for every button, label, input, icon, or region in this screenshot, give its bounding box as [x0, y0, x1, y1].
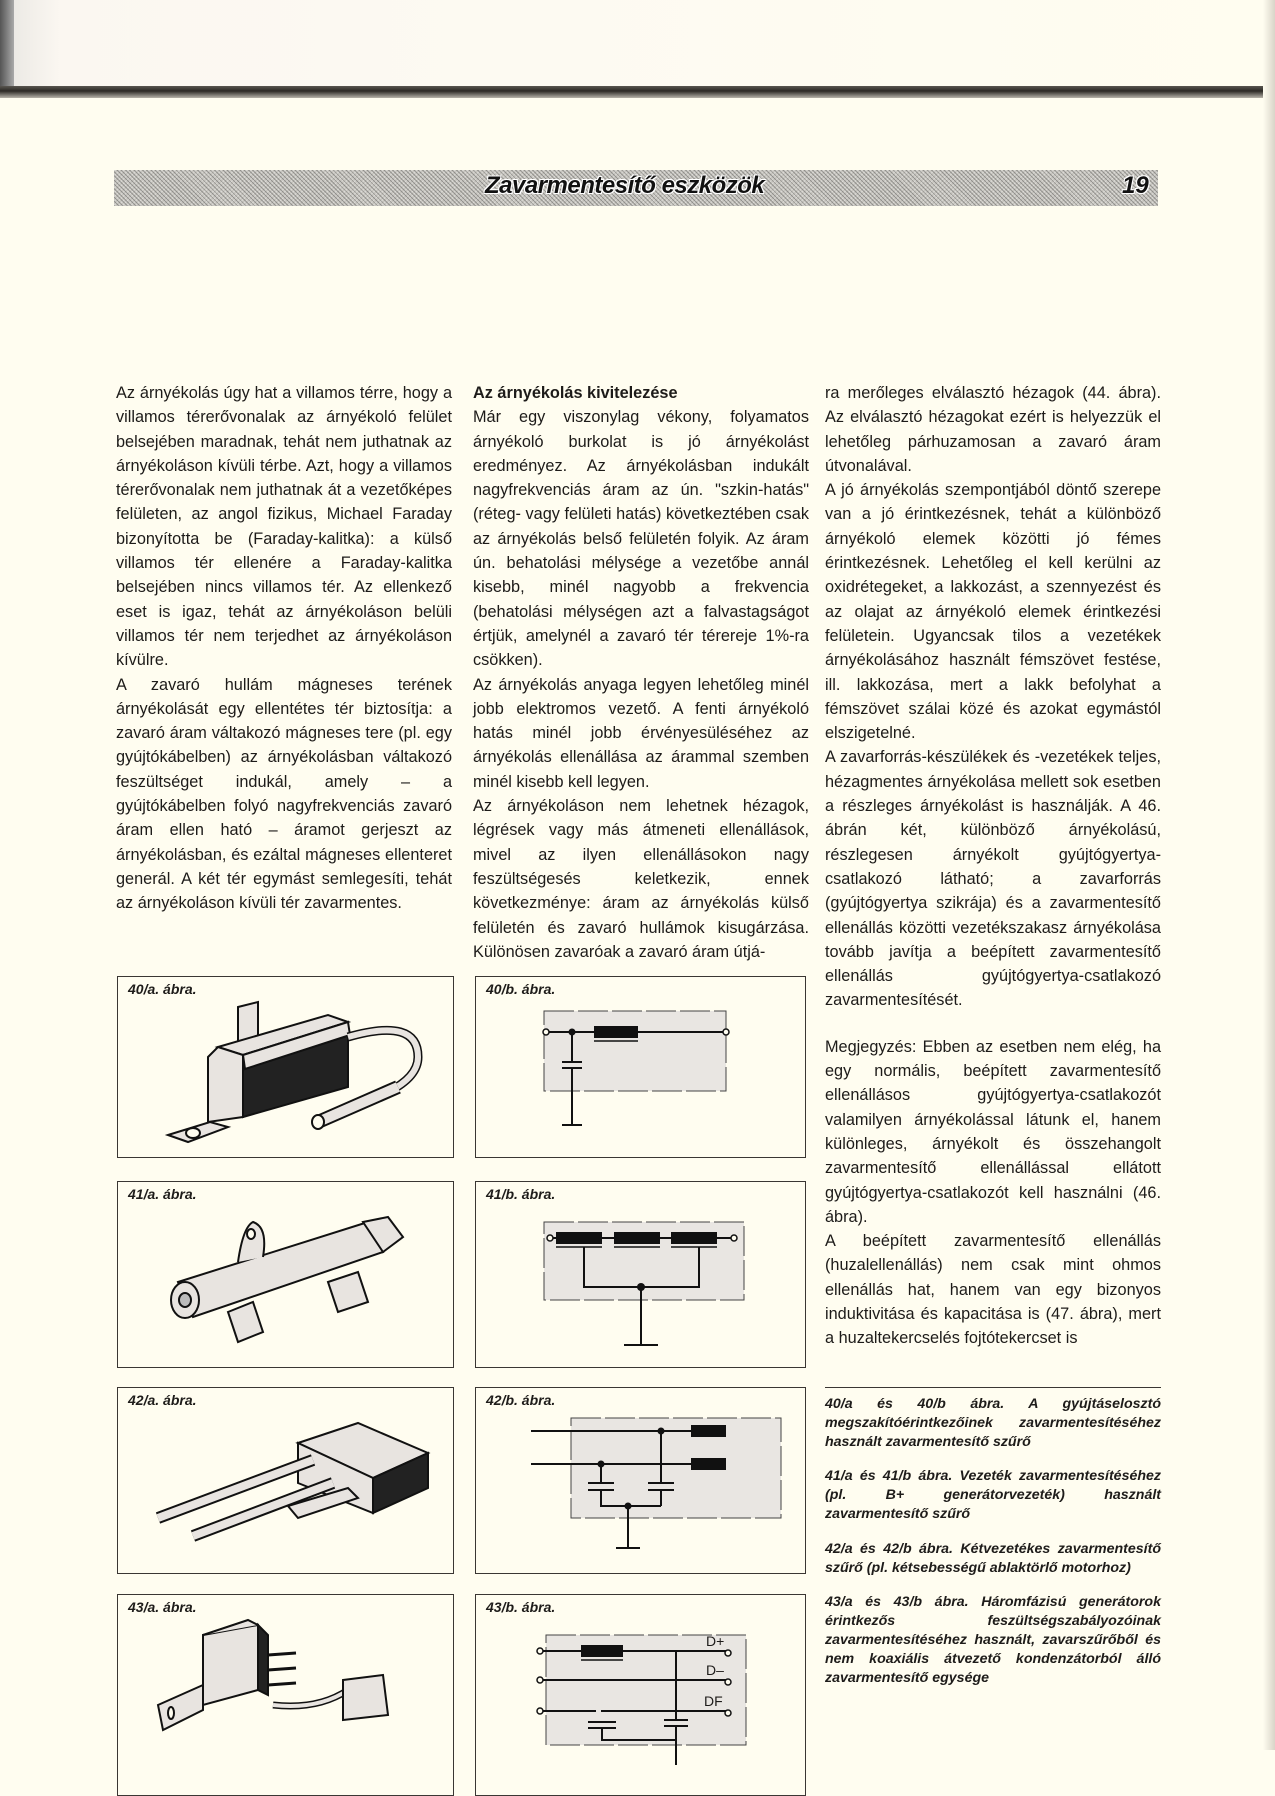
- figure-label: 41/b. ábra.: [486, 1186, 556, 1202]
- line-filter-schematic: [476, 1182, 805, 1367]
- paragraph: Az árnyékolás anyaga legyen lehetőleg minél jobb elektromos vezető. A fenti árnyékoló hatás minél jobb érvényesüléséhez az árnyékolás ellenállása az árammal szemben minél kisebb kell legyen.: [473, 675, 809, 791]
- figure-43b: [475, 1594, 806, 1796]
- running-header-title: Zavarmentesítő eszközök: [485, 172, 765, 199]
- figure-label: 41/a. ábra.: [128, 1186, 197, 1202]
- figure-43a: [117, 1594, 454, 1796]
- figure-label: 42/b. ábra.: [486, 1392, 556, 1408]
- page-edge-shadow: [0, 86, 1275, 98]
- regulator-filter-schematic: [476, 1595, 805, 1795]
- filter-unit-illustration: [118, 977, 453, 1157]
- figure-label: 40/b. ábra.: [486, 981, 556, 997]
- paragraph: A jó árnyékolás szempontjából döntő szerepe van a jó érintkezésnek, tehát a különböző árnyékoló elemek közötti jó fémes érintkezésnek. Lehetőleg el kell kerülni az oxidrétegeket, a lakkozást, a szennyezést és az olajat az árnyékoló elemek érintkezési felületein. Ugyancsak tilos a vezetékek árnyékolásához használt fémszövet festése, ill. lakkozása, mert a lakk befolyhat a fémszövet szálai közé és azokat egymástól elszigetelné.: [825, 481, 1161, 743]
- figure-41a: [117, 1181, 454, 1368]
- paragraph: A zavaró hullám mágneses terének árnyékolását egy ellentétes tér biztosítja: a zavaró áram váltakozó mágneses tere (pl. egy gyújtókábelben) az árnyékolásban váltakozó feszültséget indukál, amely – a gyújtókábelben folyó nagyfrekvenciás zavaró áram ellen ható – áramot gerjeszt az árnyékolásban, és ezáltal mágneses ellenteret generál. A két tér egymást semlegesíti, tehát az árnyékoláson kívüli tér zavarmentes.: [116, 675, 452, 913]
- caption-41: 41/a és 41/b ábra. Vezeték zavarmentesítéséhez (pl. B+ generátorvezeték) használt zavarmentesítő szűrő: [825, 1468, 1161, 1522]
- caption-42: 42/a és 42/b ábra. Kétvezetékes zavarmentesítő szűrő (pl. kétsebességű ablaktörlő motorhoz): [825, 1540, 1161, 1576]
- filter-schematic: [476, 977, 805, 1157]
- paragraph: Az árnyékoláson nem lehetnek hézagok, légrések vagy más átmeneti ellenállások, mivel az ilyen ellenállásokon nagy feszültségesés keletkezik, ennek következménye: áram az árnyékolás külső felületén és zavaró hullámok kisugárzása. Különösen zavaróak a zavaró áram útjá-: [473, 797, 809, 961]
- figure-42b: [475, 1387, 806, 1574]
- figure-label: 42/a. ábra.: [128, 1392, 197, 1408]
- previous-page-edge: [0, 0, 1275, 96]
- text-column-2: [473, 381, 809, 964]
- figure-41b: [475, 1181, 806, 1368]
- caption-43: 43/a és 43/b ábra. Háromfázisú generátorok érintkezős feszültségszabályozóinak zavarmentesítéséhez használt, zavarszűrőből és nem koaxiális átvezető kondenzátorból álló zavarmentesítő egysége: [825, 1594, 1161, 1686]
- caption-divider: [825, 1387, 1161, 1388]
- note-paragraph: Megjegyzés: Ebben az esetben nem elég, ha egy normális, beépített zavarmentesítő ellenállásos gyújtógyertya-csatlakozót valamilyen árnyékolással látunk el, hanem különleges, árnyékolt és összehangolt zavarmentesítő ellenállással ellátott gyújtógyertya-csatlakozót kell használni (46. ábra).: [825, 1037, 1161, 1226]
- terminal-label-d-minus: D–: [706, 1662, 724, 1678]
- paragraph: A zavarforrás-készülékek és -vezetékek teljes, hézagmentes árnyékolása mellett sok esetben a részleges árnyékolást is használják. A 46. ábrán két, különböző árnyékolású, részlegesen árnyékolt gyújtógyertya-csatlakozó látható; a zavarforrás (gyújtógyertya szikrája) és a zavarmentesítő ellenállás közötti vezetékszakasz árnyékolása tovább javítja a beépített zavarmentesítő ellenállás gyújtógyertya-csatlakozó zavarmentesítését.: [825, 748, 1161, 1010]
- text-column-3: [825, 381, 1161, 1351]
- text-column-1: [116, 381, 452, 916]
- figure-40b: [475, 976, 806, 1158]
- two-wire-filter-schematic: [476, 1388, 805, 1573]
- figure-label: 43/b. ábra.: [486, 1599, 556, 1615]
- scan-shadow-left: [0, 0, 14, 96]
- two-wire-filter-illustration: [118, 1388, 453, 1573]
- page-number: 19: [1122, 172, 1149, 199]
- caption-40: 40/a és 40/b ábra. A gyújtáselosztó megszakítóérintkezőinek zavarmentesítéséhez használt zavarmentesítő szűrő: [825, 1396, 1161, 1450]
- terminal-label-d-plus: D+: [706, 1633, 725, 1649]
- figure-40a: [117, 976, 454, 1158]
- figure-42a: [117, 1387, 454, 1574]
- paragraph: Már egy viszonylag vékony, folyamatos árnyékoló burkolat is jó árnyékolást eredményez. Az árnyékolásban indukált nagyfrekvenciás áram az ún. "szkin-hatás" (réteg- vagy felületi hatás) következtében csak az árnyékolás belső felületén folyik. Az áram ún. behatolási mélysége a vezetőbe annál kisebb, minél nagyobb a frekvencia (behatolási mélységen azt a falvastagságot értjük, amelynél a zavaró tér térereje 1%-ra csökken).: [473, 408, 809, 670]
- section-heading: Az árnyékolás kivitelezése: [473, 384, 678, 402]
- terminal-label-df: DF: [704, 1693, 723, 1709]
- figure-captions: [825, 1395, 1161, 1703]
- line-filter-illustration: [118, 1182, 453, 1367]
- figure-label: 43/a. ábra.: [128, 1599, 197, 1615]
- paragraph: Az árnyékolás úgy hat a villamos térre, hogy a villamos térerővonalak az árnyékoló felület belsejében maradnak, tehát nem juthatnak az árnyékoláson kívüli térbe. Azt, hogy a villamos térerővonalak nem juthatnak át a vezetőképes felületen, az angol fizikus, Michael Faraday bizonyította be (Faraday-kalitka): a külső villamos tér ellenére a Faraday-kalitka belsejében nincs villamos tér. Az ellenkező eset is igaz, tehát az árnyékoláson belüli villamos tér nem terjedhet az árnyékoláson kívülre.: [116, 384, 452, 670]
- paragraph: ra merőleges elválasztó hézagok (44. ábra). Az elválasztó hézagokat ezért is helyezzük el lehetőleg párhuzamosan a zavaró áram útvonalával.: [825, 384, 1161, 475]
- regulator-filter-illustration: [118, 1595, 453, 1795]
- figure-label: 40/a. ábra.: [128, 981, 197, 997]
- scan-shadow-right: [1263, 0, 1275, 1750]
- paragraph: A beépített zavarmentesítő ellenállás (huzalellenállás) nem csak mint ohmos ellenállás hat, hanem van egy bizonyos induktivitása és kapacitása is (47. ábra), mert a huzaltekercselés fojtótekercset is: [825, 1232, 1161, 1348]
